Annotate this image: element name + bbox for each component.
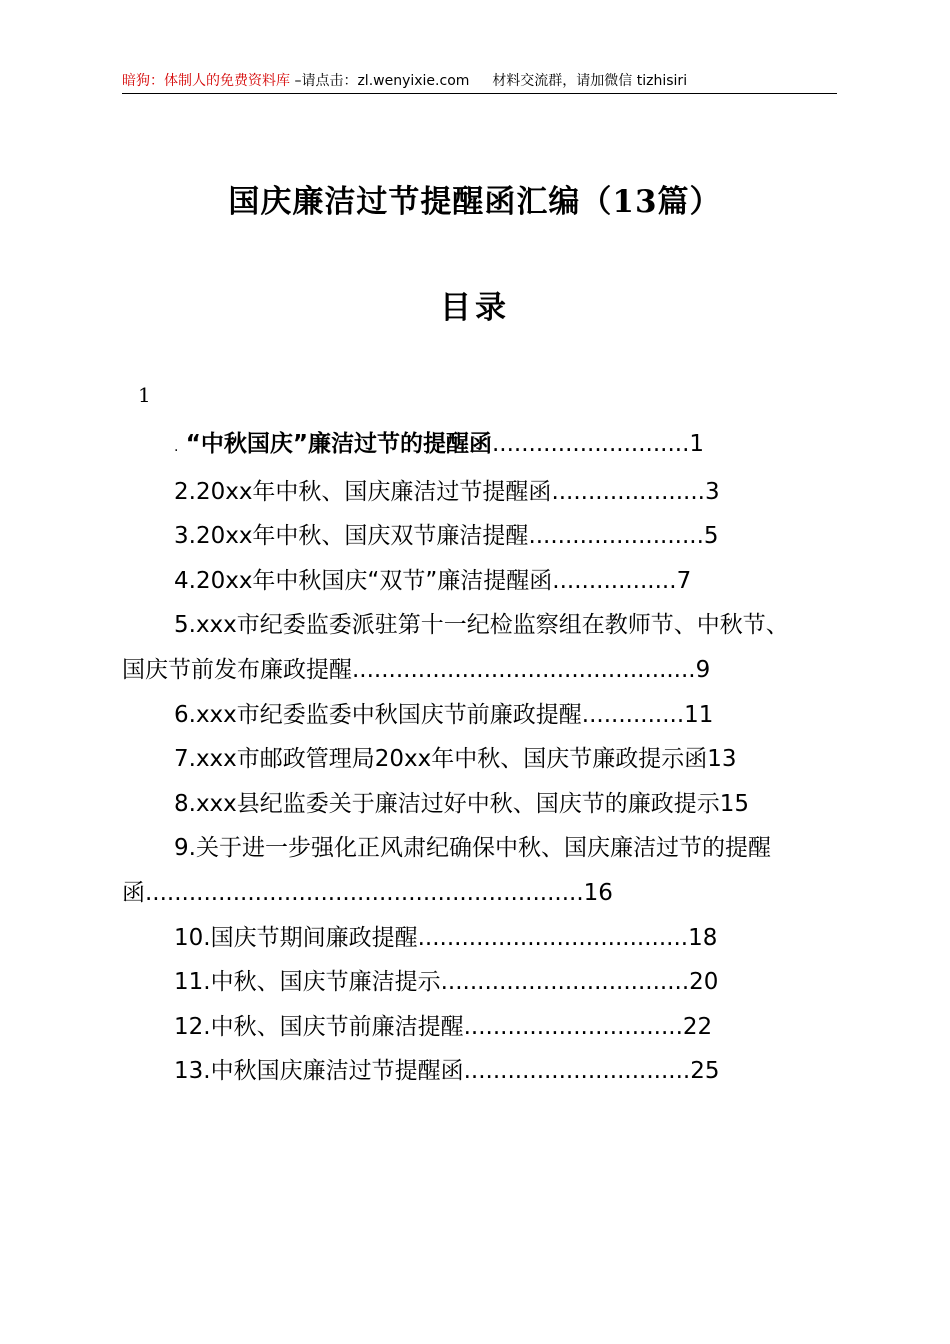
toc-page-number: 5: [703, 523, 719, 550]
toc-entry-4[interactable]: [122, 559, 852, 604]
toc-entry-title: 13.中秋国庆廉洁过节提醒函: [174, 1058, 464, 1085]
toc-entry-7[interactable]: [122, 737, 852, 782]
header-cta[interactable]: –请点击：zl.wenyixie.com: [294, 73, 470, 89]
toc-page-number: 18: [688, 924, 718, 951]
toc-leader-dots: ..............: [581, 701, 685, 728]
toc-page-number: 1: [689, 431, 705, 457]
toc-page-number: 9: [695, 656, 711, 683]
toc-leader-dots: ...........................: [492, 431, 690, 457]
toc-entry-title: 6.xxx市纪委监委中秋国庆节前廉政提醒: [174, 701, 582, 728]
toc-leader-dots: .................: [552, 567, 677, 594]
stray-number: 1: [138, 383, 151, 407]
header-divider: [122, 93, 837, 94]
toc-page-number: 22: [682, 1013, 713, 1040]
toc-leader-dots: ............................................................: [145, 879, 584, 906]
toc-leader-dots: ...............................: [463, 1058, 691, 1085]
toc-page-number: 15: [719, 790, 750, 817]
toc-entry-title: 8.xxx县纪监委关于廉洁过好中秋、国庆节的廉政提示: [174, 790, 720, 817]
toc-entry-title-cont: 函: [122, 879, 145, 906]
toc-entry-9-line1[interactable]: [122, 826, 852, 871]
toc-leader-dots: ........................: [528, 523, 704, 550]
toc-entry-title-cont: 国庆节前发布廉政提醒: [122, 656, 352, 683]
toc-leader-dots: ..............................: [463, 1013, 683, 1040]
toc-page-number: 3: [704, 478, 720, 505]
toc-entry-11[interactable]: [122, 960, 852, 1005]
toc-entry-5-line2[interactable]: [122, 648, 852, 693]
toc-page-number: 25: [690, 1058, 720, 1085]
toc-entry-3[interactable]: [122, 514, 852, 559]
toc-entry-title: 10.国庆节期间廉政提醒: [174, 924, 418, 951]
toc-page-number: 7: [676, 567, 692, 594]
toc-entry-title: “中秋国庆”廉洁过节的提醒函: [185, 431, 492, 457]
page-header: [122, 70, 837, 90]
toc-entry-5-line1[interactable]: [122, 603, 852, 648]
toc-entry-title: 5.xxx市纪委监委派驻第十一纪检监察组在教师节、中秋节、: [174, 612, 789, 639]
header-brand: 暗狗：体制人的免费资料库: [122, 73, 290, 89]
toc-page-number: 16: [583, 879, 613, 906]
toc-entry-title: 9.关于进一步强化正风肃纪确保中秋、国庆廉洁过节的提醒: [174, 835, 771, 862]
toc-page-number: 20: [689, 969, 719, 996]
toc-entry-8[interactable]: [122, 782, 852, 827]
toc-entry-title: 11.中秋、国庆节廉洁提示: [174, 969, 441, 996]
toc-entry-1[interactable]: . “中秋国庆”廉洁过节的提醒函...........................1: [174, 431, 705, 457]
toc-entry-12[interactable]: [122, 1005, 852, 1050]
toc-leader-dots: .....................................: [417, 924, 689, 951]
toc-leader-dots: .....................: [551, 478, 705, 505]
header-contact: 材料交流群，请加微信 tizhisiri: [492, 73, 688, 89]
toc-heading: 目录: [440, 290, 510, 326]
toc-page-number: 13: [707, 746, 737, 773]
toc-entry-title: 2.20xx年中秋、国庆廉洁过节提醒函: [174, 478, 552, 505]
toc-page-number: 11: [684, 701, 714, 728]
toc-entry-13[interactable]: [122, 1049, 852, 1094]
toc-entry-title: 3.20xx年中秋、国庆双节廉洁提醒: [174, 523, 529, 550]
toc-entry-title: 7.xxx市邮政管理局20xx年中秋、国庆节廉政提示函: [174, 746, 708, 773]
toc-entry-6[interactable]: [122, 693, 852, 738]
document-title: 国庆廉洁过节提醒函汇编（13篇）: [228, 184, 722, 220]
toc-entry-title: 12.中秋、国庆节前廉洁提醒: [174, 1013, 464, 1040]
toc-entry-title: 4.20xx年中秋国庆“双节”廉洁提醒函: [174, 567, 553, 594]
toc-leader-dots: ...............................................: [352, 656, 696, 683]
table-of-contents: [122, 422, 852, 1094]
toc-entry-10[interactable]: [122, 916, 852, 961]
toc-leader-dots: ..................................: [440, 969, 690, 996]
toc-entry-2[interactable]: [122, 470, 852, 515]
toc-entry-9-line2[interactable]: [122, 871, 852, 916]
